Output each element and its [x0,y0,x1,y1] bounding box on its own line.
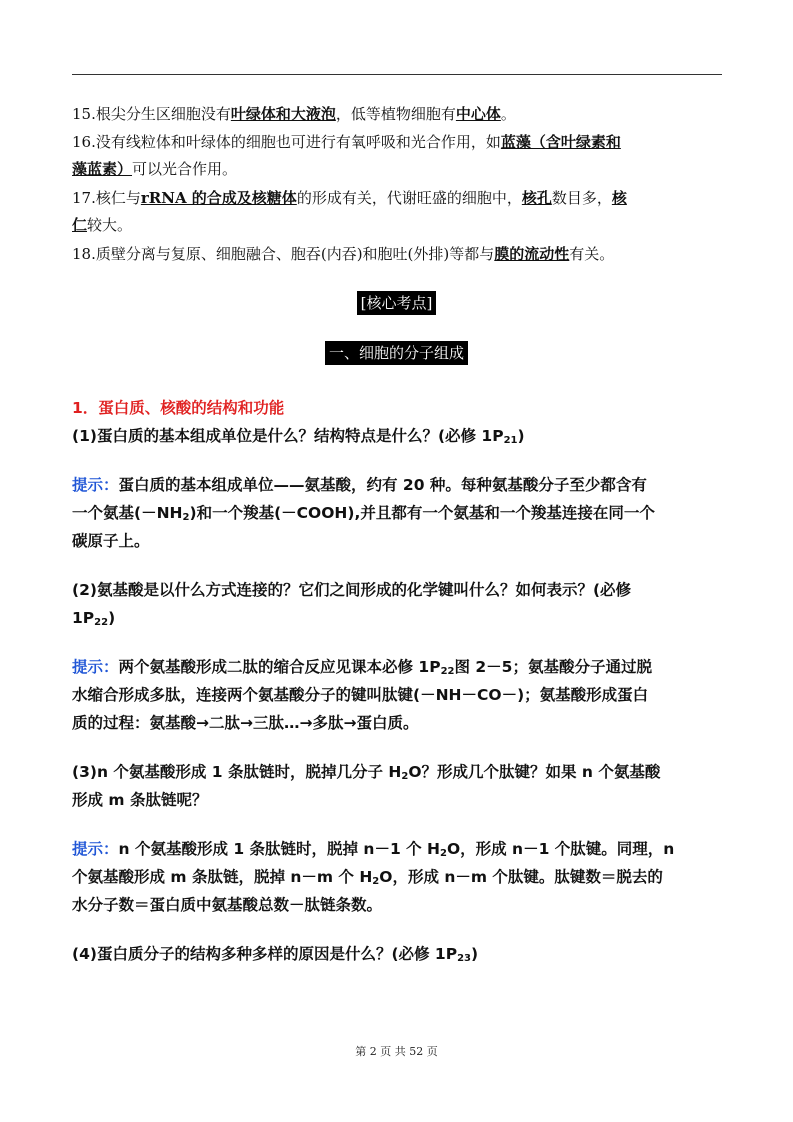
question-3-sub: 2 [401,771,409,782]
fact-17-key-2: 核孔 [521,189,552,207]
section-heading: 一、细胞的分子组成 [325,341,468,365]
fact-17-text-2: 的形成有关，代谢旺盛的细胞中， [296,189,522,207]
core-label-row [0,291,793,315]
answer-1-line-2 [72,500,722,531]
fact-15-key-2: 中心体 [455,105,501,123]
question-3-text-1b: O？形成几个肽键？如果 n 个氨基酸 [408,763,661,781]
answer-2-line-1 [72,654,722,685]
answer-2-sub: 22 [440,666,455,677]
fact-18-text: 18.质壁分离与复原、细胞融合、胞吞(内吞)和胞吐(外排)等都与 [72,245,495,263]
answer-1-sub: 2 [182,512,190,523]
answer-2-line-2: 水缩合形成多肽，连接两个氨基酸分子的键叫肽键(－NH－CO－)；氨基酸形成蛋白 [72,686,649,704]
question-1-text: (1)蛋白质的基本组成单位是什么？结构特点是什么？(必修 1P [72,427,504,445]
answer-1-line-3: 碳原子上。 [72,532,150,550]
question-3-line-1 [72,759,722,790]
core-points-label: [核心考点] [357,291,437,315]
fact-18-key: 膜的流动性 [494,245,570,263]
fact-18 [72,241,722,267]
answer-2-line-3: 质的过程：氨基酸→二肽→三肽…→多肽→蛋白质。 [72,714,419,732]
fact-16-key-2: 藻蓝素） [72,160,133,178]
fact-17-key-1: rRNA 的合成及核糖体 [140,189,297,207]
topic-heading: 1．蛋白质、核酸的结构和功能 [72,399,285,417]
answer-3-text-2b: O，形成 n－m 个肽键。肽键数＝脱去的 [379,868,663,886]
fact-15 [72,101,722,127]
fact-17-text-3: 数目多， [551,189,612,207]
question-3-line-2: 形成 m 条肽链呢？ [72,791,208,809]
fact-16-key: 蓝藻（含叶绿素和 [500,133,621,151]
header-rule [72,74,722,75]
fact-15-text: 15.根尖分生区细胞没有 [72,105,231,123]
fact-15-end: 。 [500,105,516,123]
question-2-line-1: (2)氨基酸是以什么方式连接的？它们之间形成的化学键叫什么？如何表示？(必修 [72,581,632,599]
fact-17-end: 较大。 [87,216,133,234]
page-footer: 第 2 页 共 52 页 [355,1045,438,1058]
question-4 [72,941,722,972]
fact-15-text-2: ，低等植物细胞有 [335,105,456,123]
fact-16-text: 16.没有线粒体和叶绿体的细胞也可进行有氧呼吸和光合作用，如 [72,133,501,151]
fact-17-key-3: 核 [611,189,627,207]
fact-17-line-1 [72,185,722,211]
answer-3-line-2 [72,864,722,895]
question-2-line-2 [72,605,722,636]
question-3-text-1a: (3)n 个氨基酸形成 1 条肽链时，脱掉几分子 H [72,763,402,781]
section-label-row [0,341,793,365]
question-4-sub: 23 [457,953,472,964]
answer-3-text-2a: 个氨基酸形成 m 条肽链，脱掉 n－m 个 H [72,868,373,886]
answer-3-line-3: 水分子数＝蛋白质中氨基酸总数－肽链条数。 [72,896,383,914]
hint-tag: 提示： [72,840,119,858]
answer-3-sub-1: 2 [440,848,447,859]
answer-2-text-1b: 图 2－5；氨基酸分子通过脱 [454,658,652,676]
hint-tag: 提示： [72,476,119,494]
question-2-text: 1P [72,609,95,627]
answer-1-text: 蛋白质的基本组成单位——氨基酸，约有 20 种。每种氨基酸分子至少都含有 [118,476,647,494]
answer-3-text-1b: O，形成 n－1 个肽键。同理，n [446,840,675,858]
question-2-sub: 22 [94,617,109,628]
answer-3-line-1 [72,836,722,867]
fact-16-line-1 [72,129,722,155]
fact-16-line-2 [72,156,722,182]
answer-1-line-1 [72,472,722,498]
question-1-sub: 21 [503,435,518,446]
question-2-end: ) [108,609,116,627]
fact-17-text: 17.核仁与 [72,189,141,207]
question-1-end: ) [517,427,525,445]
fact-17-key-3b: 仁 [72,216,88,234]
answer-2-text-1a: 两个氨基酸形成二肽的缩合反应见课本必修 1P [118,658,441,676]
fact-18-end: 有关。 [569,245,615,263]
hint-tag: 提示： [72,658,119,676]
question-4-text: (4)蛋白质分子的结构多种多样的原因是什么？(必修 1P [72,945,458,963]
question-4-end: ) [471,945,479,963]
fact-15-key-1: 叶绿体和大液泡 [230,105,336,123]
answer-1-text-2b: )和一个羧基(－COOH),并且都有一个氨基和一个羧基连接在同一个 [189,504,655,522]
question-1 [72,423,722,454]
answer-1-text-2a: 一个氨基(－NH [72,504,183,522]
answer-3-text-1a: n 个氨基酸形成 1 条肽链时，脱掉 n－1 个 H [118,840,441,858]
answer-3-sub-2: 2 [372,876,380,887]
fact-16-end: 可以光合作用。 [132,160,238,178]
fact-17-line-2 [72,212,722,238]
